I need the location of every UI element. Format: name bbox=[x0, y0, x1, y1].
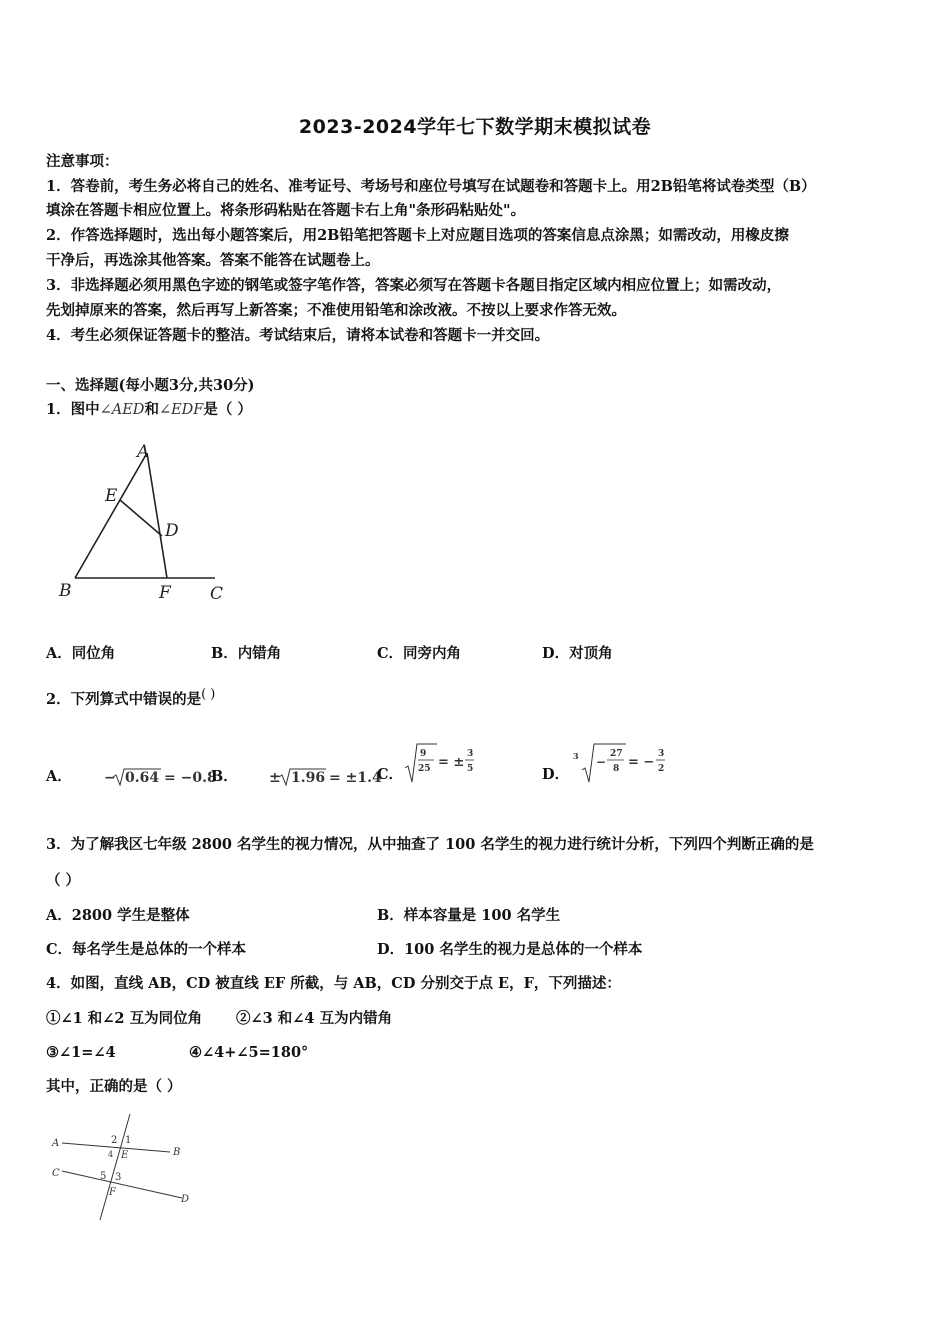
label-f: F bbox=[159, 583, 171, 603]
q1-option-b[interactable]: B．内错角 bbox=[211, 645, 282, 662]
label-c: C bbox=[210, 584, 224, 604]
svg-text:9: 9 bbox=[420, 749, 427, 759]
label-angle-2: 2 bbox=[111, 1135, 118, 1146]
q2-paren: ( ) bbox=[201, 687, 216, 702]
svg-text:±: ± bbox=[268, 770, 281, 786]
notice-item: 干净后，再选涂其他答案。答案不能答在试题卷上。 bbox=[46, 252, 380, 269]
svg-text:3: 3 bbox=[658, 749, 665, 759]
q2-a-expression bbox=[77, 765, 217, 789]
line-cd bbox=[62, 1171, 182, 1198]
section-heading: 一、选择题(每小题3分,共30分) bbox=[46, 377, 255, 394]
notice-item: 先划掉原来的答案，然后再写上新答案；不准使用铅笔和涂改液。不按以上要求作答无效。 bbox=[46, 302, 626, 319]
q1-angle-aed: ∠AED bbox=[99, 402, 145, 418]
label-c: C bbox=[52, 1168, 60, 1179]
label-angle-1: 1 bbox=[125, 1135, 132, 1146]
q2-option-a[interactable]: A． − 0.64 = −0.8 bbox=[46, 765, 197, 789]
svg-text:27: 27 bbox=[610, 749, 623, 759]
q1-prefix: 1．图中 bbox=[46, 401, 100, 418]
q2-d-expression bbox=[570, 742, 710, 786]
q2-option-c[interactable]: C． 9 25 = ± 3 5 bbox=[377, 742, 403, 762]
page-title: 2023-2024学年七下数学期末模拟试卷 bbox=[298, 116, 652, 138]
svg-text:3: 3 bbox=[467, 749, 474, 759]
question-1-stem bbox=[46, 400, 908, 420]
q1-option-d[interactable]: D．对顶角 bbox=[542, 645, 613, 662]
q2-c-expression bbox=[401, 742, 511, 786]
q2-b-expression bbox=[243, 765, 382, 789]
notice-item: 4．考生必须保证答题卡的整洁。考试结束后，请将本试卷和答题卡一并交回。 bbox=[46, 327, 550, 344]
label-a: A bbox=[52, 1138, 60, 1149]
label-b: B bbox=[59, 581, 72, 601]
question-4-ask: 其中，正确的是（ ） bbox=[46, 1078, 182, 1095]
notice-item: 2．作答选择题时，选出每小题答案后，用2B铅笔把答题卡上对应题目选项的答案信息点涂黑；如需改动，用橡皮擦 bbox=[46, 227, 789, 244]
svg-text:5: 5 bbox=[467, 764, 474, 774]
q1-suffix: 是（ ） bbox=[203, 401, 252, 418]
notice-item: 1．答卷前，考生务必将自己的姓名、准考证号、考场号和座位号填写在试题卷和答题卡上。用2B铅笔将试卷类型（B） bbox=[46, 178, 816, 195]
line-ba bbox=[75, 453, 147, 578]
notice-heading: 注意事项： bbox=[46, 153, 119, 170]
q3-option-b[interactable]: B．样本容量是 100 名学生 bbox=[377, 907, 561, 924]
q1-option-c[interactable]: C．同旁内角 bbox=[377, 645, 462, 662]
label-angle-4: 4 bbox=[108, 1150, 114, 1159]
line-ef bbox=[100, 1114, 130, 1220]
label-d: D bbox=[165, 521, 179, 541]
svg-text:1.96: 1.96 bbox=[290, 770, 325, 786]
question-4-stem: 4．如图，直线 AB，CD 被直线 EF 所截，与 AB，CD 分别交于点 E，F，下列描述： bbox=[46, 975, 621, 992]
q4-statement-1: ①∠1 和∠2 互为同位角 bbox=[46, 1010, 203, 1027]
q3-option-d[interactable]: D．100 名学生的视力是总体的一个样本 bbox=[377, 941, 643, 958]
svg-text:−: − bbox=[103, 770, 116, 786]
q1-angle-edf: ∠EDF bbox=[158, 402, 204, 418]
q1-option-a[interactable]: A．同位角 bbox=[46, 645, 116, 662]
line-af bbox=[147, 453, 167, 578]
q3-option-a[interactable]: A．2800 学生是整体 bbox=[46, 907, 190, 924]
q1-triangle-figure bbox=[50, 438, 240, 608]
label-angle-5: 5 bbox=[100, 1171, 107, 1182]
q2-stem-text: 2．下列算式中错误的是 bbox=[46, 691, 202, 708]
q3-option-c[interactable]: C．每名学生是总体的一个样本 bbox=[46, 941, 247, 958]
q1-mid: 和 bbox=[144, 401, 159, 418]
q2-option-d[interactable]: D． 3 − 27 8 = − 3 2 bbox=[542, 742, 569, 762]
q4-statement-2: ②∠3 和∠4 互为内错角 bbox=[236, 1010, 393, 1027]
notice-item: 3．非选择题必须用黑色字迹的钢笔或签字笔作答，答案必须写在答题卡各题目指定区域内相应位置上；如需改动， bbox=[46, 277, 782, 294]
svg-text:= −0.8: = −0.8 bbox=[163, 770, 217, 786]
svg-text:= ±: = ± bbox=[438, 755, 465, 770]
svg-text:8: 8 bbox=[613, 764, 620, 774]
svg-text:3: 3 bbox=[573, 751, 579, 761]
question-3-paren: （ ） bbox=[46, 872, 81, 889]
svg-text:25: 25 bbox=[418, 764, 431, 774]
q4-statement-3: ③∠1=∠4 bbox=[46, 1044, 116, 1061]
label-angle-3: 3 bbox=[115, 1172, 122, 1183]
svg-text:= −: = − bbox=[628, 755, 655, 770]
q4-parallel-lines-figure bbox=[46, 1110, 206, 1225]
svg-text:0.64: 0.64 bbox=[124, 770, 159, 786]
label-e: E bbox=[121, 1150, 129, 1161]
label-d: D bbox=[181, 1194, 190, 1205]
q4-statement-4: ④∠4+∠5=180° bbox=[189, 1044, 309, 1061]
label-b: B bbox=[173, 1147, 181, 1158]
svg-text:−: − bbox=[596, 755, 607, 769]
question-2-stem bbox=[46, 687, 908, 711]
q2-option-b[interactable]: B． ± 1.96 = ±1.4 bbox=[211, 765, 373, 789]
svg-text:2: 2 bbox=[658, 764, 665, 774]
label-a: A bbox=[137, 442, 150, 462]
svg-text:= ±1.4: = ±1.4 bbox=[328, 770, 382, 786]
label-e: E bbox=[105, 486, 118, 506]
notice-item: 填涂在答题卡相应位置上。将条形码粘贴在答题卡右上角"条形码粘贴处"。 bbox=[46, 202, 526, 219]
question-3-stem: 3．为了解我区七年级 2800 名学生的视力情况，从中抽查了 100 名学生的视力进行统计分析，下列四个判断正确的是 bbox=[46, 836, 814, 853]
label-f: F bbox=[109, 1187, 116, 1198]
